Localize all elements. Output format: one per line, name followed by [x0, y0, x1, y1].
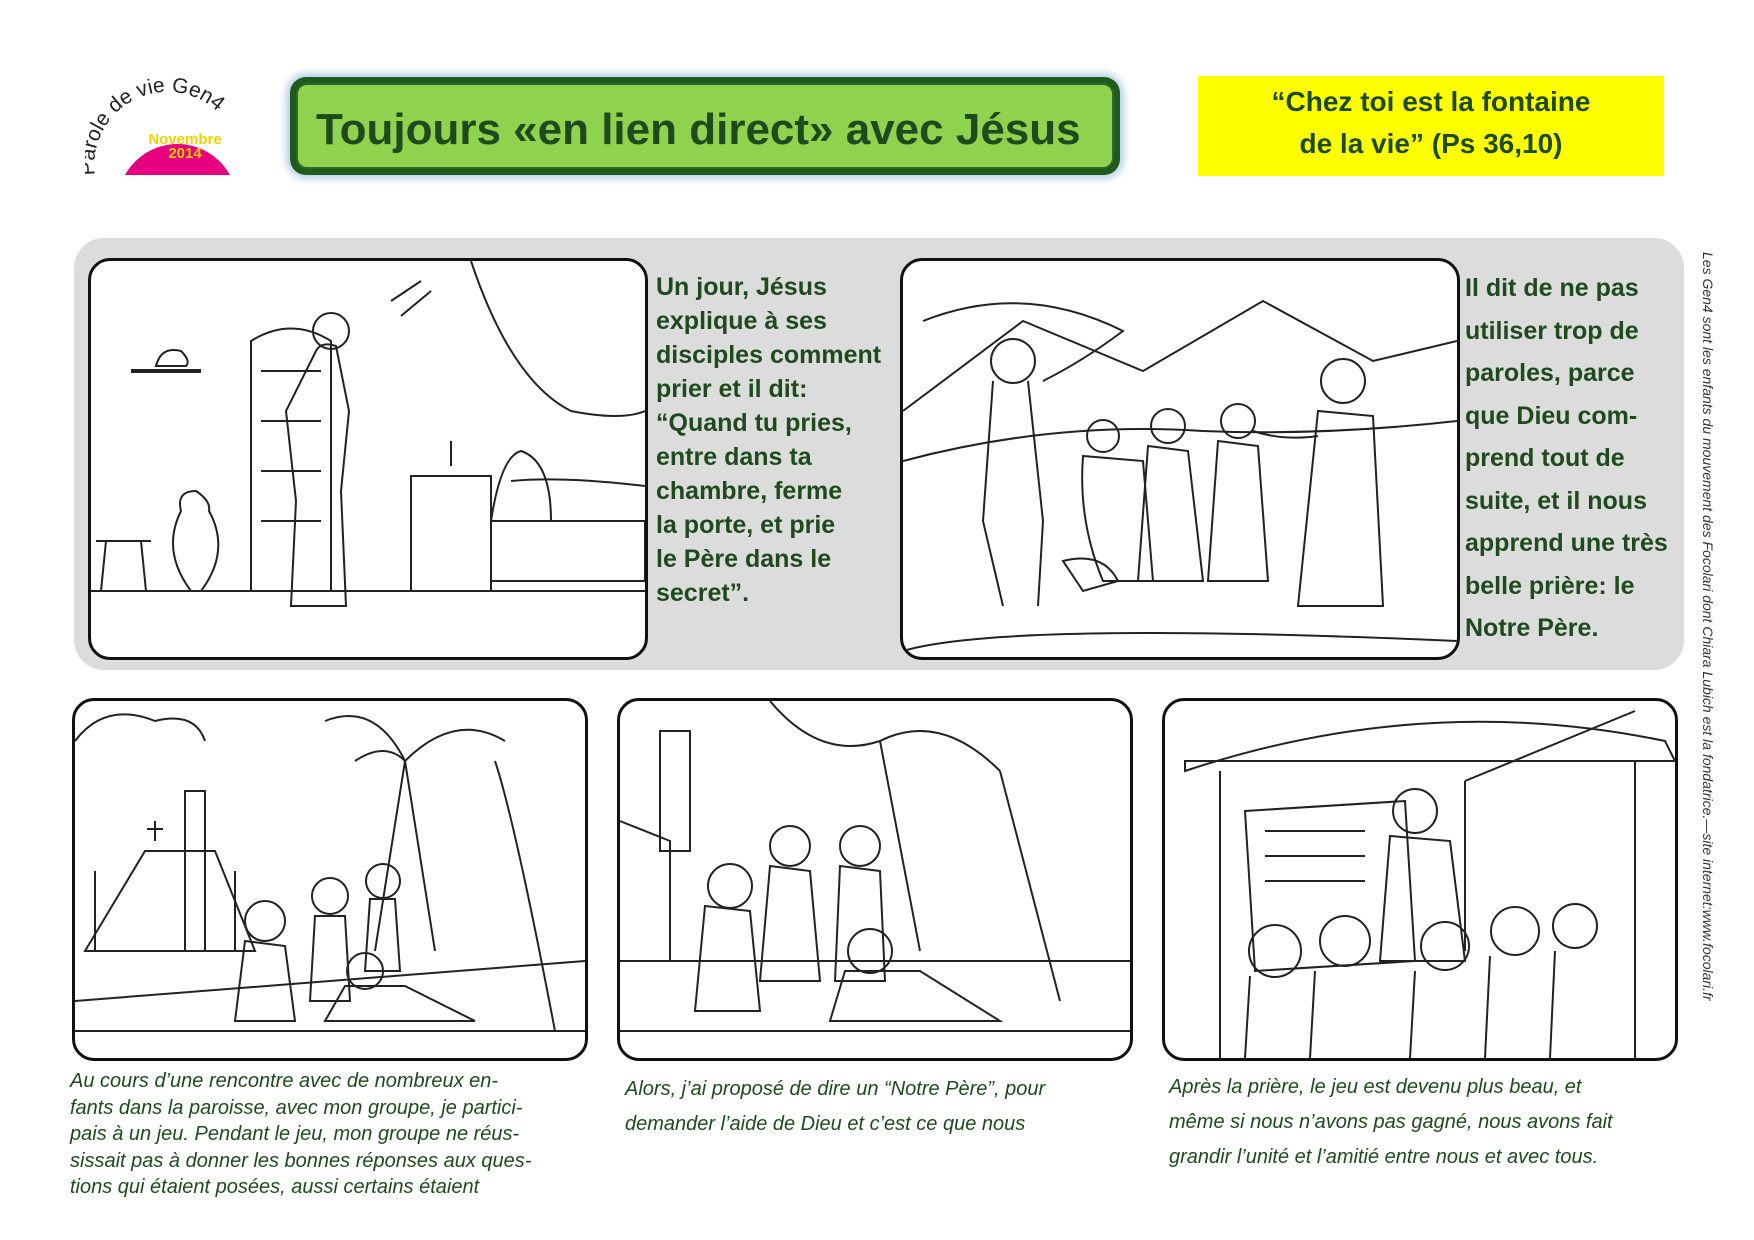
- caption-3-line: Après la prière, le jeu est devenu plus beau, et: [1169, 1076, 1582, 1098]
- title-inner: [296, 83, 1114, 169]
- story-text-1-line: la porte, et prie: [656, 511, 836, 539]
- story-text-2-line: belle prière: le: [1465, 571, 1635, 600]
- panel-room: [88, 258, 648, 660]
- quote-line-1: “Chez toi est la fontaine: [1271, 86, 1591, 117]
- logo-year: 2014: [168, 145, 202, 162]
- church-illustration: [75, 701, 585, 1058]
- caption-2-line: Alors, j’ai proposé de dire un “Notre Père”, pour: [625, 1078, 1046, 1100]
- page-title: Toujours «en lien direct» avec Jésus: [316, 105, 1081, 154]
- side-note: Les Gen4 sont les enfants du mouvement des Focolari dont Chiara Lubich est la fondatrice.—site internet:www.focolari.fr: [1700, 252, 1716, 1001]
- quote-line-2: de la vie” (Ps 36,10): [1299, 128, 1563, 159]
- caption-2: [625, 1072, 1045, 1142]
- caption-1-line: Au cours d’une rencontre avec de nombreux en-: [70, 1070, 499, 1092]
- caption-1-line: sissait pas à donner les bonnes réponses aux ques-: [70, 1149, 532, 1172]
- story-text-2: [1465, 267, 1668, 650]
- story-text-2-line: suite, et il nous: [1465, 486, 1647, 515]
- story-text-2-line: paroles, parce: [1465, 359, 1635, 387]
- story-text-1-line: chambre, ferme: [656, 477, 843, 505]
- logo-arc-text: le de vie Gen4: [86, 75, 230, 135]
- story-text-1-line: le Père dans le: [656, 545, 832, 573]
- caption-3-line: même si nous n’avons pas gagné, nous avons fait: [1169, 1111, 1613, 1133]
- caption-3-line: grandir l’unité et l’amitié entre nous et avec tous.: [1169, 1146, 1599, 1168]
- story-text-1-line: entre dans ta: [656, 443, 812, 471]
- quote-box: [1198, 76, 1664, 176]
- story-text-2-line: apprend une très: [1465, 529, 1668, 557]
- story-text-1-line: secret”.: [656, 579, 750, 607]
- story-text-2-line: utiliser trop de: [1465, 316, 1639, 345]
- caption-1-line: tions qui étaient posées, aussi certains étaient: [70, 1176, 480, 1198]
- title-banner: [290, 77, 1120, 175]
- room-illustration: [91, 261, 645, 657]
- story-text-2-line: Notre Père.: [1465, 614, 1599, 642]
- story-text-1-line: prier et il dit:: [656, 375, 808, 403]
- caption-2-line: demander l’aide de Dieu et c’est ce que nous: [625, 1113, 1026, 1135]
- caption-1-line: pais à un jeu. Pendant le jeu, mon groupe ne réus-: [70, 1123, 520, 1145]
- story-text-2-line: Il dit de ne pas: [1465, 274, 1639, 302]
- story-text-1-line: “Quand tu pries,: [656, 409, 852, 437]
- logo-month: Novembre: [148, 131, 222, 148]
- caption-1: [70, 1068, 531, 1201]
- caption-1-line: fants dans la paroisse, avec mon groupe, je partici-: [70, 1096, 523, 1119]
- panel-praying: [617, 698, 1133, 1061]
- panel-game: [1162, 698, 1678, 1061]
- panel-church: [72, 698, 588, 1061]
- story-text-1: [656, 270, 881, 610]
- story-text-1-line: disciples comment: [656, 341, 882, 369]
- story-text-2-line: que Dieu com-: [1465, 401, 1638, 430]
- logo: [85, 75, 245, 185]
- praying-illustration: [620, 701, 1130, 1058]
- panel-teaching: [900, 258, 1460, 660]
- story-text-1-line: Un jour, Jésus: [656, 273, 827, 301]
- story-text-1-line: explique à ses: [656, 307, 827, 335]
- logo-graphic: [85, 75, 245, 185]
- caption-3: [1169, 1070, 1613, 1175]
- teaching-illustration: [903, 261, 1457, 657]
- game-illustration: [1165, 701, 1675, 1058]
- story-text-2-line: prend tout de: [1465, 444, 1625, 472]
- logo-date: [135, 133, 235, 161]
